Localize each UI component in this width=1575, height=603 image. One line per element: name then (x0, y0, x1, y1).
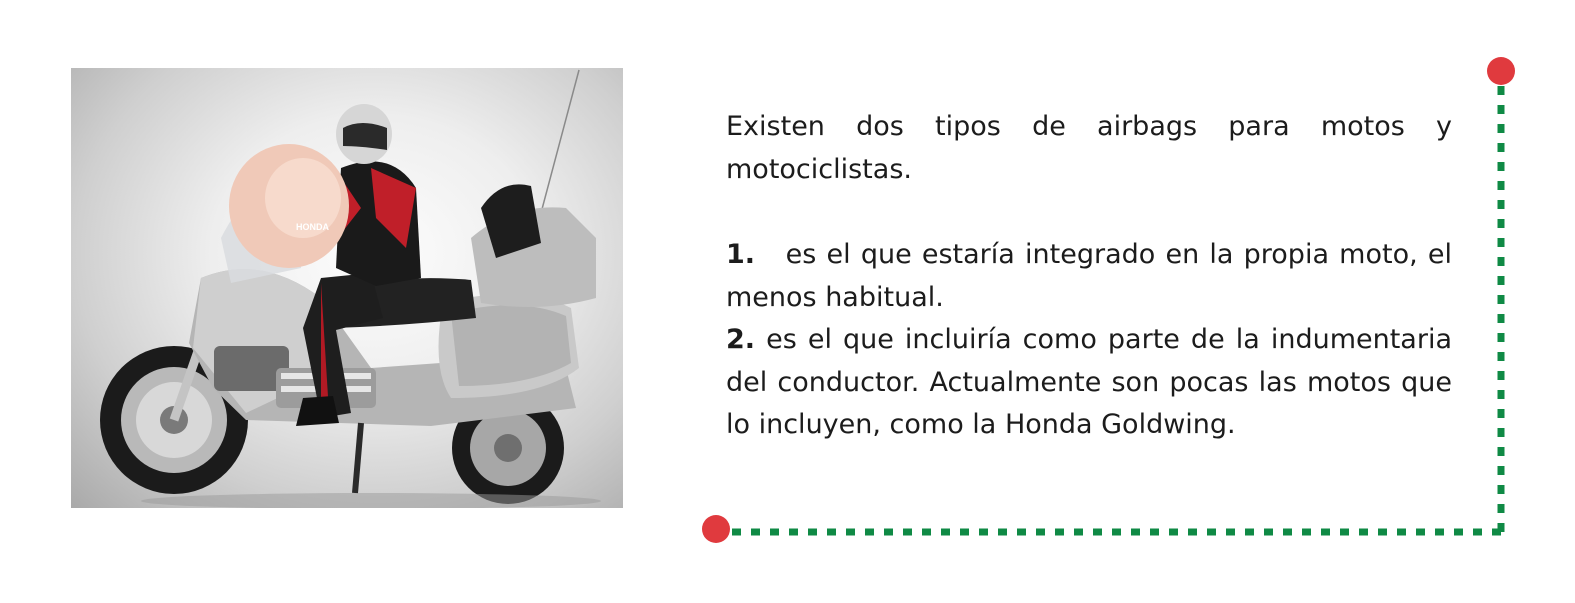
brand-label: HONDA (296, 222, 329, 232)
bottom-left-dot-icon (702, 515, 730, 543)
item-1-text: es el que estaría integrado en la propia moto, el menos habitual. (726, 239, 1452, 313)
intro-paragraph: Existen dos tipos de airbags para motos y motociclistas. (726, 111, 1452, 185)
item-2-text: es el que incluiría como parte de la indumentaria del conductor. Actualmente son pocas las motos que lo incluyen, como la Honda Goldwing. (726, 324, 1452, 440)
item-2 (726, 319, 1452, 447)
top-right-dot-icon (1487, 57, 1515, 85)
motorcycle-airbag-photo (71, 68, 623, 508)
item-2-number: 2. (726, 324, 756, 355)
airbag-description (726, 106, 1452, 447)
motorcycle-illustration (71, 68, 623, 508)
item-1 (726, 234, 1452, 319)
item-1-number: 1. (726, 239, 756, 270)
